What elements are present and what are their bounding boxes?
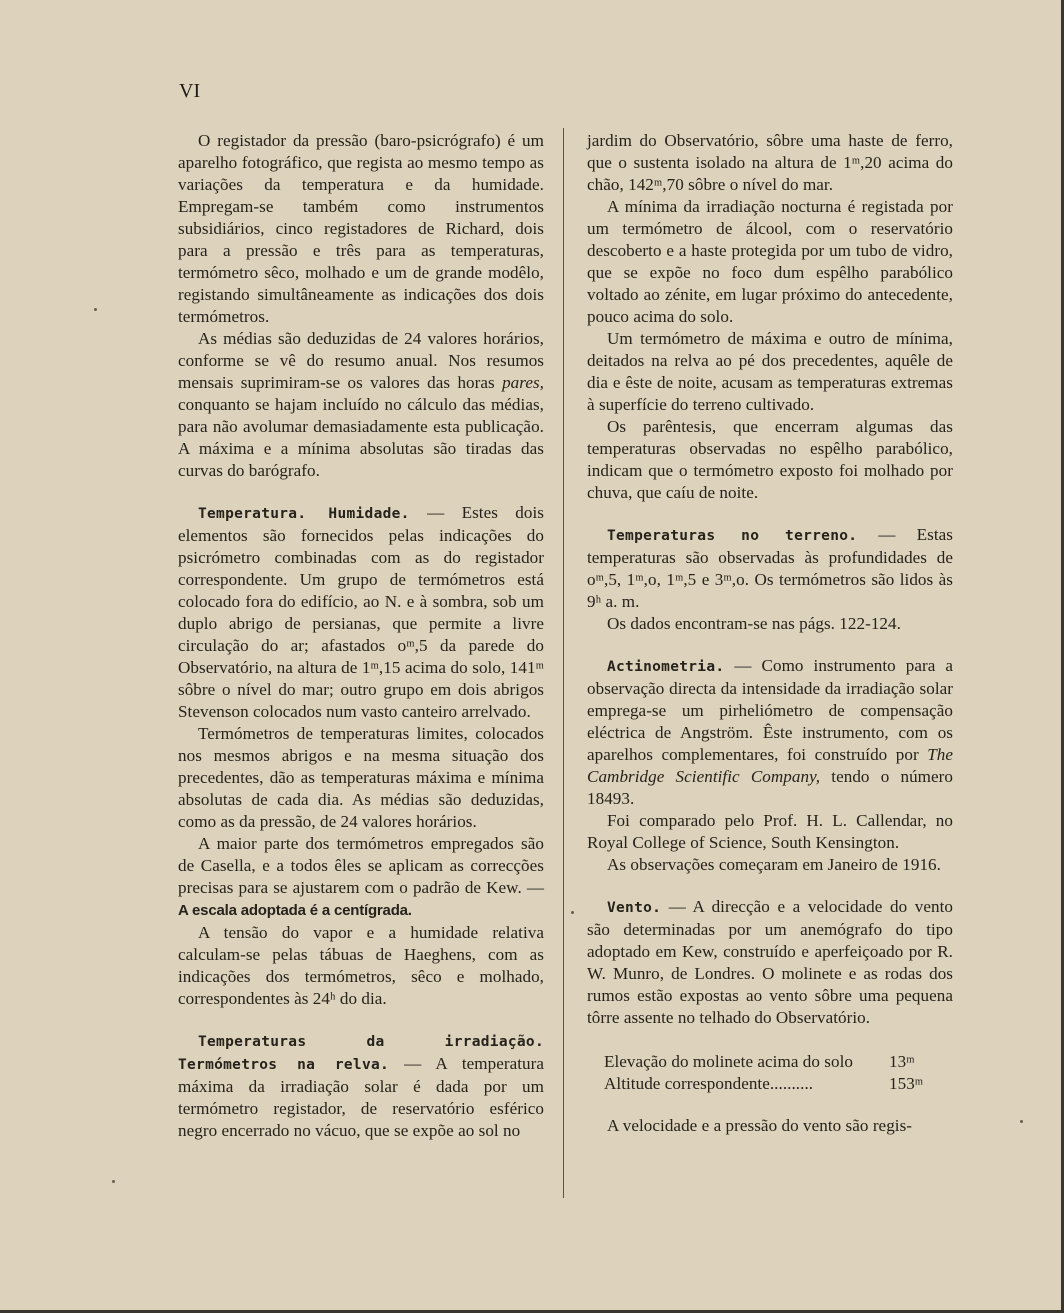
table-row <box>587 1073 953 1095</box>
text-run: — A temperatura máxima da irradiação solar é dada por um termómetro registador, de reservatório esférico negro encerrado no vácuo, que se expõe ao sol no <box>178 1054 545 1140</box>
emphasis-text: The Cambridge Scientific Company, <box>587 745 953 786</box>
text-run: A maior parte dos termómetros empregados são de Casella, e a todos êles se aplicam as correcções precisas para se ajustarem com o padrão de Kew. — <box>178 834 544 897</box>
paragraph: Os dados encontram-se nas págs. 122-124. <box>607 614 901 633</box>
paragraph: Os parêntesis, que encerram algumas das temperaturas observadas no espêlho parabólico, indicam que o termómetro exposto foi molhado por chuva, que caíu de noite. <box>587 417 953 502</box>
page-number: VI <box>179 80 201 102</box>
paragraph: As observações começaram em Janeiro de 1916. <box>607 855 941 874</box>
section-actinometria <box>587 655 953 810</box>
text-run: tendo o número 18493. <box>587 767 954 808</box>
text-run: — Como instrumento para a observação directa da intensidade da irradiação solar emprega-se um pirheliómetro de compensação eléctrica de Angström. Êste instrumento, com os aparelhos complementares, foi construído por <box>587 656 953 764</box>
paragraph: jardim do Observatório, sôbre uma haste de ferro, que o sustenta isolado na altura de 1ᵐ,20 acima do chão, 142ᵐ,70 sôbre o nível do mar. <box>587 131 953 194</box>
text-run: conquanto se hajam incluído no cálculo das médias, para não avolumar demasiadamente esta publicação. A máxima e a mínima absolutas são tiradas das curvas do barógrafo. <box>178 395 544 480</box>
section-temperatura <box>178 502 544 723</box>
paragraph: Foi comparado pelo Prof. H. L. Callendar, no Royal College of Science, South Kensington. <box>587 811 953 852</box>
section-heading: Actinometria. <box>607 659 725 675</box>
column-divider <box>563 128 564 1198</box>
table-row <box>587 1051 953 1073</box>
section-vento <box>587 896 953 1029</box>
section-heading: Temperatura. Humidade. <box>198 506 410 522</box>
section-terreno <box>587 524 953 613</box>
altitude-table <box>587 1051 953 1095</box>
section-heading: Temperaturas no terreno. <box>607 528 858 544</box>
emphasis-text: pares, <box>502 373 544 392</box>
table-label: Elevação do molinete acima do solo <box>604 1052 853 1071</box>
scale-note: A escala adoptada é a centígrada. <box>178 902 412 919</box>
paragraph <box>178 328 544 482</box>
section-heading: Temperaturas da irradiação. Termómetros na relva. <box>178 1034 544 1073</box>
text-run: As médias são deduzidas de 24 valores horários, conforme se vê do resumo anual. Nos resumos mensais suprimiram-se os valores das horas <box>178 329 544 392</box>
paragraph: A mínima da irradiação nocturna é registada por um termómetro de álcool, com o reservatório descoberto e a haste protegida por um tubo de vidro, que se expõe no foco dum espêlho parabólico voltado ao zénite, em lugar próximo do antecedente, pouco acima do solo. <box>587 197 953 326</box>
left-column <box>178 130 544 1142</box>
table-label: Altitude correspondente.......... <box>604 1074 814 1093</box>
text-run: — Estas temperaturas são observadas às profundidades de oᵐ,5, 1ᵐ,o, 1ᵐ,5 e 3ᵐ,o. Os termómetros são lidos às 9ʰ a. m. <box>587 525 953 611</box>
paragraph: Termómetros de temperaturas limites, colocados nos mesmos abrigos e na mesma situação dos precedentes, dão as temperaturas máxima e mínima absolutas de cada dia. As médias são deduzidas, como as da pressão, de 24 valores horários. <box>178 724 544 831</box>
table-value: 13ᵐ <box>889 1052 915 1071</box>
section-heading: Vento. <box>607 900 662 916</box>
paragraph: O registador da pressão (baro-psicrógrafo) é um aparelho fotográfico, que regista ao mesmo tempo as variações da temperatura e da humidade. Empregam-se também como instrumentos subsidiários, cinco registadores de Richard, dois para a pressão e três para as temperaturas, termómetro sêco, molhado e um de grande modêlo, registando simultâneamente as indicações dos dois termómetros. <box>178 131 544 326</box>
section-irradiacao <box>178 1030 544 1142</box>
paragraph: Um termómetro de máxima e outro de mínima, deitados na relva ao pé dos precedentes, aquêle de dia e êste de noite, acusam as temperaturas extremas à superfície do terreno cultivado. <box>587 329 953 414</box>
paragraph <box>178 833 544 922</box>
text-run: — Estes dois elementos são fornecidos pelas indicações do psicrómetro combinadas com as do registador correspondente. Um grupo de termómetros está colocado fora do edifício, ao N. e à sombra, sob um duplo abrigo de persianas, que permite a livre circulação do ar; afastados oᵐ,5 da parede do Observatório, na altura de 1ᵐ,15 acima do solo, 141ᵐ sôbre o nível do mar; outro grupo em dois abrigos Stevenson colocados num vasto canteiro arrelvado. <box>178 503 544 721</box>
right-column <box>587 130 953 1137</box>
table-value: 153ᵐ <box>889 1074 924 1093</box>
paragraph: A velocidade e a pressão do vento são regis- <box>607 1116 913 1135</box>
text-run: — A direcção e a velocidade do vento são determinadas por um anemógrafo do tipo adoptado em Kew, construído e aperfeiçoado por R. W. Munro, de Londres. O molinete e as rodas dos rumos estão expostas ao vento sôbre uma pequena tôrre assente no telhado do Observatório. <box>587 897 953 1027</box>
paragraph: A tensão do vapor e a humidade relativa calculam-se pelas tábuas de Haeghens, com as indicações dos termómetros, sêco e molhado, correspondentes às 24ʰ do dia. <box>178 923 544 1008</box>
